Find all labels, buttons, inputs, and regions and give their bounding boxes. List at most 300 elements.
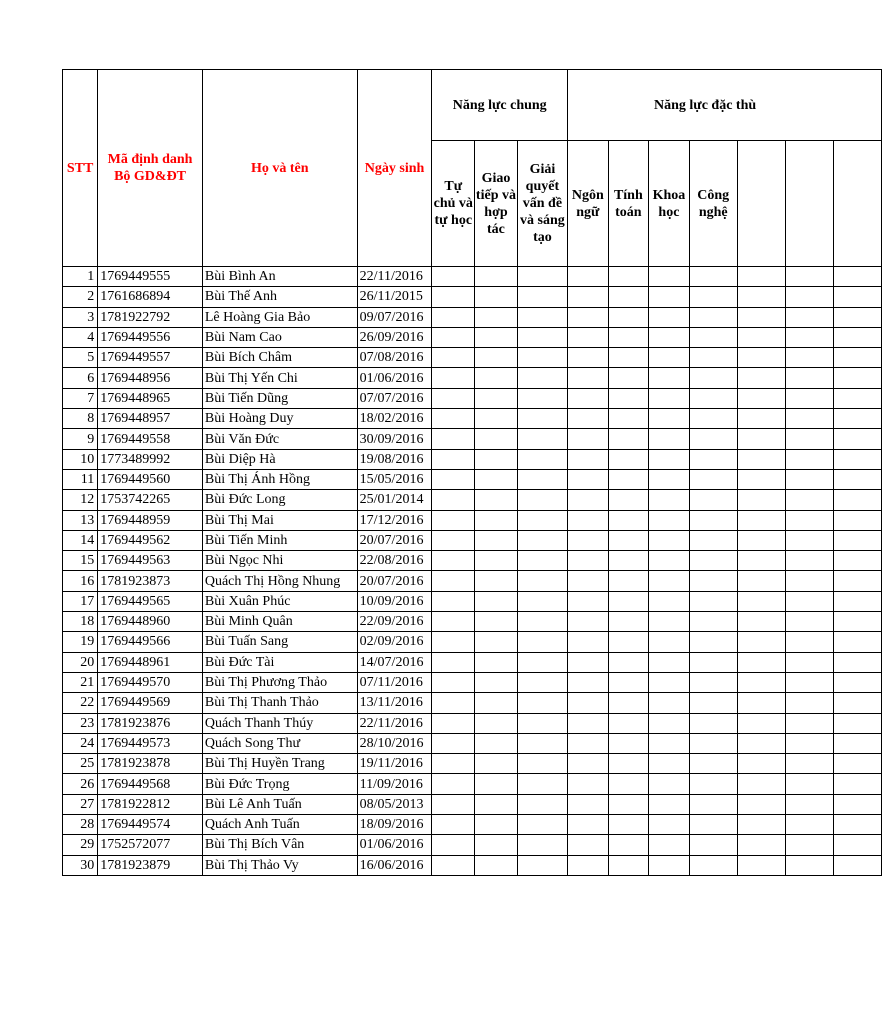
cell-empty[interactable] (568, 490, 609, 510)
cell-empty[interactable] (568, 530, 609, 550)
cell-empty[interactable] (649, 388, 690, 408)
cell-ngay-sinh[interactable]: 28/10/2016 (357, 733, 432, 753)
cell-empty[interactable] (737, 693, 785, 713)
cell-empty[interactable] (737, 551, 785, 571)
cell-empty[interactable] (689, 368, 737, 388)
cell-ho-ten[interactable]: Bùi Thị Huyền Trang (202, 754, 357, 774)
cell-ma-dinh-danh[interactable]: 1769449560 (98, 469, 203, 489)
cell-ho-ten[interactable]: Bùi Thị Yến Chi (202, 368, 357, 388)
cell-empty[interactable] (517, 409, 567, 429)
cell-empty[interactable] (689, 713, 737, 733)
cell-empty[interactable] (649, 469, 690, 489)
cell-stt[interactable]: 5 (63, 348, 98, 368)
cell-empty[interactable] (608, 348, 649, 368)
cell-empty[interactable] (475, 530, 518, 550)
cell-empty[interactable] (475, 774, 518, 794)
cell-empty[interactable] (785, 287, 833, 307)
cell-empty[interactable] (737, 429, 785, 449)
cell-ngay-sinh[interactable]: 22/11/2016 (357, 267, 432, 287)
cell-empty[interactable] (649, 713, 690, 733)
cell-ngay-sinh[interactable]: 09/07/2016 (357, 307, 432, 327)
cell-empty[interactable] (689, 327, 737, 347)
cell-empty[interactable] (737, 368, 785, 388)
cell-empty[interactable] (785, 632, 833, 652)
cell-ngay-sinh[interactable]: 14/07/2016 (357, 652, 432, 672)
cell-empty[interactable] (737, 733, 785, 753)
cell-empty[interactable] (517, 429, 567, 449)
cell-empty[interactable] (517, 307, 567, 327)
cell-empty[interactable] (737, 287, 785, 307)
cell-ngay-sinh[interactable]: 17/12/2016 (357, 510, 432, 530)
cell-empty[interactable] (517, 652, 567, 672)
cell-empty[interactable] (737, 490, 785, 510)
cell-empty[interactable] (475, 794, 518, 814)
cell-empty[interactable] (517, 368, 567, 388)
cell-empty[interactable] (689, 693, 737, 713)
cell-empty[interactable] (649, 591, 690, 611)
cell-ma-dinh-danh[interactable]: 1769449557 (98, 348, 203, 368)
cell-empty[interactable] (833, 388, 881, 408)
cell-empty[interactable] (432, 388, 475, 408)
cell-empty[interactable] (833, 733, 881, 753)
cell-ho-ten[interactable]: Bùi Thị Thảo Vy (202, 855, 357, 875)
cell-empty[interactable] (737, 530, 785, 550)
cell-empty[interactable] (689, 348, 737, 368)
cell-empty[interactable] (833, 855, 881, 875)
cell-empty[interactable] (689, 632, 737, 652)
cell-ma-dinh-danh[interactable]: 1769448965 (98, 388, 203, 408)
cell-empty[interactable] (608, 672, 649, 692)
cell-empty[interactable] (432, 307, 475, 327)
cell-empty[interactable] (517, 632, 567, 652)
cell-empty[interactable] (517, 713, 567, 733)
cell-ma-dinh-danh[interactable]: 1752572077 (98, 835, 203, 855)
cell-empty[interactable] (833, 612, 881, 632)
cell-empty[interactable] (737, 409, 785, 429)
cell-ma-dinh-danh[interactable]: 1781923873 (98, 571, 203, 591)
cell-stt[interactable]: 6 (63, 368, 98, 388)
cell-empty[interactable] (517, 815, 567, 835)
cell-stt[interactable]: 23 (63, 713, 98, 733)
cell-ma-dinh-danh[interactable]: 1769448957 (98, 409, 203, 429)
cell-empty[interactable] (649, 815, 690, 835)
cell-empty[interactable] (649, 449, 690, 469)
cell-empty[interactable] (785, 794, 833, 814)
cell-empty[interactable] (785, 855, 833, 875)
cell-empty[interactable] (689, 754, 737, 774)
cell-empty[interactable] (517, 835, 567, 855)
cell-empty[interactable] (649, 693, 690, 713)
cell-empty[interactable] (432, 835, 475, 855)
cell-empty[interactable] (475, 713, 518, 733)
cell-empty[interactable] (475, 754, 518, 774)
cell-empty[interactable] (833, 713, 881, 733)
cell-empty[interactable] (475, 652, 518, 672)
cell-empty[interactable] (608, 855, 649, 875)
cell-ma-dinh-danh[interactable]: 1769448961 (98, 652, 203, 672)
cell-empty[interactable] (517, 530, 567, 550)
cell-empty[interactable] (689, 835, 737, 855)
cell-empty[interactable] (785, 327, 833, 347)
cell-empty[interactable] (689, 591, 737, 611)
cell-empty[interactable] (475, 490, 518, 510)
cell-empty[interactable] (608, 632, 649, 652)
cell-empty[interactable] (568, 774, 609, 794)
cell-empty[interactable] (833, 510, 881, 530)
cell-empty[interactable] (568, 754, 609, 774)
cell-stt[interactable]: 3 (63, 307, 98, 327)
cell-empty[interactable] (737, 327, 785, 347)
cell-ma-dinh-danh[interactable]: 1781923878 (98, 754, 203, 774)
cell-empty[interactable] (568, 693, 609, 713)
cell-empty[interactable] (568, 672, 609, 692)
cell-empty[interactable] (432, 449, 475, 469)
cell-empty[interactable] (649, 348, 690, 368)
cell-ngay-sinh[interactable]: 07/11/2016 (357, 672, 432, 692)
cell-empty[interactable] (649, 327, 690, 347)
cell-ma-dinh-danh[interactable]: 1781923876 (98, 713, 203, 733)
cell-empty[interactable] (517, 510, 567, 530)
cell-empty[interactable] (689, 530, 737, 550)
cell-ngay-sinh[interactable]: 13/11/2016 (357, 693, 432, 713)
cell-empty[interactable] (833, 815, 881, 835)
cell-empty[interactable] (568, 469, 609, 489)
cell-empty[interactable] (833, 348, 881, 368)
cell-stt[interactable]: 4 (63, 327, 98, 347)
cell-empty[interactable] (689, 774, 737, 794)
cell-empty[interactable] (517, 794, 567, 814)
cell-ma-dinh-danh[interactable]: 1769449562 (98, 530, 203, 550)
cell-empty[interactable] (432, 429, 475, 449)
cell-ngay-sinh[interactable]: 22/09/2016 (357, 612, 432, 632)
cell-empty[interactable] (517, 388, 567, 408)
cell-empty[interactable] (608, 449, 649, 469)
cell-empty[interactable] (568, 348, 609, 368)
cell-ma-dinh-danh[interactable]: 1769449574 (98, 815, 203, 835)
cell-ho-ten[interactable]: Quách Anh Tuấn (202, 815, 357, 835)
cell-empty[interactable] (785, 510, 833, 530)
cell-empty[interactable] (475, 368, 518, 388)
cell-empty[interactable] (689, 510, 737, 530)
cell-stt[interactable]: 7 (63, 388, 98, 408)
cell-empty[interactable] (689, 815, 737, 835)
cell-empty[interactable] (737, 348, 785, 368)
cell-empty[interactable] (475, 571, 518, 591)
cell-ho-ten[interactable]: Bùi Thị Mai (202, 510, 357, 530)
cell-empty[interactable] (649, 287, 690, 307)
cell-empty[interactable] (517, 551, 567, 571)
cell-ngay-sinh[interactable]: 22/11/2016 (357, 713, 432, 733)
cell-ho-ten[interactable]: Bùi Nam Cao (202, 327, 357, 347)
cell-empty[interactable] (517, 469, 567, 489)
cell-ho-ten[interactable]: Bùi Xuân Phúc (202, 591, 357, 611)
cell-ma-dinh-danh[interactable]: 1781923879 (98, 855, 203, 875)
cell-stt[interactable]: 2 (63, 287, 98, 307)
cell-empty[interactable] (568, 632, 609, 652)
cell-ho-ten[interactable]: Quách Thanh Thúy (202, 713, 357, 733)
cell-empty[interactable] (432, 794, 475, 814)
cell-empty[interactable] (432, 612, 475, 632)
cell-empty[interactable] (785, 612, 833, 632)
cell-empty[interactable] (432, 815, 475, 835)
cell-ma-dinh-danh[interactable]: 1769449558 (98, 429, 203, 449)
cell-stt[interactable]: 30 (63, 855, 98, 875)
cell-empty[interactable] (785, 652, 833, 672)
cell-ma-dinh-danh[interactable]: 1769449573 (98, 733, 203, 753)
cell-empty[interactable] (475, 429, 518, 449)
cell-empty[interactable] (475, 612, 518, 632)
cell-empty[interactable] (608, 307, 649, 327)
cell-empty[interactable] (649, 490, 690, 510)
cell-empty[interactable] (833, 469, 881, 489)
cell-ma-dinh-danh[interactable]: 1781922792 (98, 307, 203, 327)
cell-empty[interactable] (785, 551, 833, 571)
cell-empty[interactable] (785, 774, 833, 794)
cell-empty[interactable] (608, 409, 649, 429)
cell-empty[interactable] (649, 754, 690, 774)
cell-empty[interactable] (689, 469, 737, 489)
cell-empty[interactable] (608, 327, 649, 347)
cell-empty[interactable] (432, 368, 475, 388)
cell-ho-ten[interactable]: Bùi Đức Long (202, 490, 357, 510)
cell-empty[interactable] (432, 267, 475, 287)
cell-empty[interactable] (475, 388, 518, 408)
cell-empty[interactable] (568, 652, 609, 672)
cell-ma-dinh-danh[interactable]: 1769449556 (98, 327, 203, 347)
cell-ngay-sinh[interactable]: 19/08/2016 (357, 449, 432, 469)
cell-empty[interactable] (689, 267, 737, 287)
cell-empty[interactable] (432, 530, 475, 550)
cell-empty[interactable] (517, 591, 567, 611)
cell-ma-dinh-danh[interactable]: 1769449565 (98, 591, 203, 611)
cell-empty[interactable] (475, 632, 518, 652)
cell-empty[interactable] (785, 429, 833, 449)
cell-empty[interactable] (649, 733, 690, 753)
cell-empty[interactable] (517, 327, 567, 347)
cell-empty[interactable] (517, 733, 567, 753)
cell-empty[interactable] (608, 429, 649, 449)
cell-empty[interactable] (737, 815, 785, 835)
cell-empty[interactable] (568, 429, 609, 449)
cell-empty[interactable] (689, 551, 737, 571)
cell-empty[interactable] (785, 388, 833, 408)
cell-empty[interactable] (689, 794, 737, 814)
cell-ngay-sinh[interactable]: 20/07/2016 (357, 530, 432, 550)
cell-empty[interactable] (568, 551, 609, 571)
cell-empty[interactable] (568, 794, 609, 814)
cell-ngay-sinh[interactable]: 11/09/2016 (357, 774, 432, 794)
cell-empty[interactable] (475, 267, 518, 287)
cell-empty[interactable] (432, 713, 475, 733)
cell-ho-ten[interactable]: Quách Song Thư (202, 733, 357, 753)
cell-empty[interactable] (689, 733, 737, 753)
cell-empty[interactable] (649, 510, 690, 530)
cell-empty[interactable] (432, 672, 475, 692)
cell-ho-ten[interactable]: Bùi Tiến Minh (202, 530, 357, 550)
cell-empty[interactable] (608, 713, 649, 733)
cell-stt[interactable]: 17 (63, 591, 98, 611)
cell-empty[interactable] (785, 307, 833, 327)
cell-empty[interactable] (608, 652, 649, 672)
cell-empty[interactable] (649, 571, 690, 591)
cell-ngay-sinh[interactable]: 18/02/2016 (357, 409, 432, 429)
cell-ngay-sinh[interactable]: 10/09/2016 (357, 591, 432, 611)
cell-empty[interactable] (517, 855, 567, 875)
cell-empty[interactable] (785, 368, 833, 388)
cell-empty[interactable] (833, 429, 881, 449)
cell-empty[interactable] (608, 612, 649, 632)
cell-stt[interactable]: 8 (63, 409, 98, 429)
cell-ho-ten[interactable]: Quách Thị Hồng Nhung (202, 571, 357, 591)
cell-empty[interactable] (608, 469, 649, 489)
cell-empty[interactable] (517, 348, 567, 368)
cell-empty[interactable] (785, 672, 833, 692)
cell-empty[interactable] (568, 835, 609, 855)
cell-empty[interactable] (568, 327, 609, 347)
cell-empty[interactable] (785, 713, 833, 733)
cell-empty[interactable] (432, 774, 475, 794)
cell-empty[interactable] (568, 449, 609, 469)
cell-ho-ten[interactable]: Bùi Tiến Dũng (202, 388, 357, 408)
cell-empty[interactable] (737, 591, 785, 611)
cell-ho-ten[interactable]: Bùi Tuấn Sang (202, 632, 357, 652)
cell-empty[interactable] (833, 327, 881, 347)
cell-empty[interactable] (517, 672, 567, 692)
cell-empty[interactable] (689, 652, 737, 672)
cell-empty[interactable] (737, 612, 785, 632)
cell-empty[interactable] (432, 693, 475, 713)
cell-empty[interactable] (649, 551, 690, 571)
cell-empty[interactable] (475, 591, 518, 611)
cell-empty[interactable] (568, 733, 609, 753)
cell-empty[interactable] (568, 612, 609, 632)
cell-empty[interactable] (517, 267, 567, 287)
cell-empty[interactable] (568, 287, 609, 307)
cell-ho-ten[interactable]: Bùi Ngọc Nhi (202, 551, 357, 571)
cell-empty[interactable] (608, 774, 649, 794)
cell-ho-ten[interactable]: Bùi Bình An (202, 267, 357, 287)
cell-empty[interactable] (432, 469, 475, 489)
cell-empty[interactable] (785, 267, 833, 287)
cell-stt[interactable]: 14 (63, 530, 98, 550)
cell-empty[interactable] (608, 368, 649, 388)
cell-stt[interactable]: 13 (63, 510, 98, 530)
cell-empty[interactable] (608, 287, 649, 307)
cell-empty[interactable] (432, 551, 475, 571)
cell-empty[interactable] (475, 815, 518, 835)
cell-empty[interactable] (833, 490, 881, 510)
cell-empty[interactable] (785, 348, 833, 368)
cell-ngay-sinh[interactable]: 02/09/2016 (357, 632, 432, 652)
cell-empty[interactable] (475, 287, 518, 307)
cell-empty[interactable] (689, 429, 737, 449)
cell-empty[interactable] (475, 307, 518, 327)
cell-empty[interactable] (689, 855, 737, 875)
cell-empty[interactable] (833, 754, 881, 774)
cell-empty[interactable] (608, 510, 649, 530)
cell-empty[interactable] (608, 815, 649, 835)
cell-empty[interactable] (649, 652, 690, 672)
cell-empty[interactable] (608, 530, 649, 550)
cell-stt[interactable]: 11 (63, 469, 98, 489)
cell-ma-dinh-danh[interactable]: 1761686894 (98, 287, 203, 307)
cell-empty[interactable] (608, 490, 649, 510)
cell-empty[interactable] (432, 327, 475, 347)
cell-empty[interactable] (737, 571, 785, 591)
cell-empty[interactable] (689, 287, 737, 307)
cell-ngay-sinh[interactable]: 07/07/2016 (357, 388, 432, 408)
cell-empty[interactable] (689, 388, 737, 408)
cell-empty[interactable] (833, 307, 881, 327)
cell-empty[interactable] (737, 267, 785, 287)
cell-empty[interactable] (608, 794, 649, 814)
cell-ho-ten[interactable]: Bùi Đức Tài (202, 652, 357, 672)
cell-empty[interactable] (833, 368, 881, 388)
cell-ngay-sinh[interactable]: 07/08/2016 (357, 348, 432, 368)
cell-empty[interactable] (432, 348, 475, 368)
cell-empty[interactable] (689, 307, 737, 327)
cell-ngay-sinh[interactable]: 15/05/2016 (357, 469, 432, 489)
cell-empty[interactable] (475, 327, 518, 347)
cell-stt[interactable]: 18 (63, 612, 98, 632)
cell-ma-dinh-danh[interactable]: 1769449563 (98, 551, 203, 571)
cell-empty[interactable] (517, 754, 567, 774)
cell-empty[interactable] (608, 835, 649, 855)
cell-empty[interactable] (785, 469, 833, 489)
cell-empty[interactable] (737, 754, 785, 774)
cell-empty[interactable] (785, 815, 833, 835)
cell-ma-dinh-danh[interactable]: 1769449568 (98, 774, 203, 794)
cell-empty[interactable] (737, 672, 785, 692)
cell-empty[interactable] (737, 835, 785, 855)
cell-ma-dinh-danh[interactable]: 1769449569 (98, 693, 203, 713)
cell-stt[interactable]: 28 (63, 815, 98, 835)
cell-empty[interactable] (689, 449, 737, 469)
cell-ho-ten[interactable]: Bùi Thị Thanh Thảo (202, 693, 357, 713)
cell-stt[interactable]: 22 (63, 693, 98, 713)
cell-empty[interactable] (649, 855, 690, 875)
cell-empty[interactable] (432, 490, 475, 510)
cell-empty[interactable] (737, 449, 785, 469)
cell-empty[interactable] (475, 348, 518, 368)
cell-empty[interactable] (475, 510, 518, 530)
cell-empty[interactable] (432, 591, 475, 611)
cell-ho-ten[interactable]: Bùi Thị Phương Thảo (202, 672, 357, 692)
cell-empty[interactable] (737, 774, 785, 794)
cell-ngay-sinh[interactable]: 18/09/2016 (357, 815, 432, 835)
cell-ngay-sinh[interactable]: 08/05/2013 (357, 794, 432, 814)
cell-empty[interactable] (568, 307, 609, 327)
cell-ngay-sinh[interactable]: 30/09/2016 (357, 429, 432, 449)
cell-ho-ten[interactable]: Bùi Hoàng Duy (202, 409, 357, 429)
cell-empty[interactable] (608, 591, 649, 611)
cell-ngay-sinh[interactable]: 01/06/2016 (357, 368, 432, 388)
cell-empty[interactable] (608, 754, 649, 774)
cell-stt[interactable]: 16 (63, 571, 98, 591)
cell-empty[interactable] (608, 388, 649, 408)
cell-empty[interactable] (517, 287, 567, 307)
cell-stt[interactable]: 1 (63, 267, 98, 287)
cell-stt[interactable]: 15 (63, 551, 98, 571)
cell-stt[interactable]: 24 (63, 733, 98, 753)
cell-empty[interactable] (608, 571, 649, 591)
cell-empty[interactable] (833, 449, 881, 469)
cell-ho-ten[interactable]: Lê Hoàng Gia Bảo (202, 307, 357, 327)
cell-empty[interactable] (833, 551, 881, 571)
cell-empty[interactable] (475, 449, 518, 469)
cell-empty[interactable] (608, 551, 649, 571)
cell-ngay-sinh[interactable]: 22/08/2016 (357, 551, 432, 571)
